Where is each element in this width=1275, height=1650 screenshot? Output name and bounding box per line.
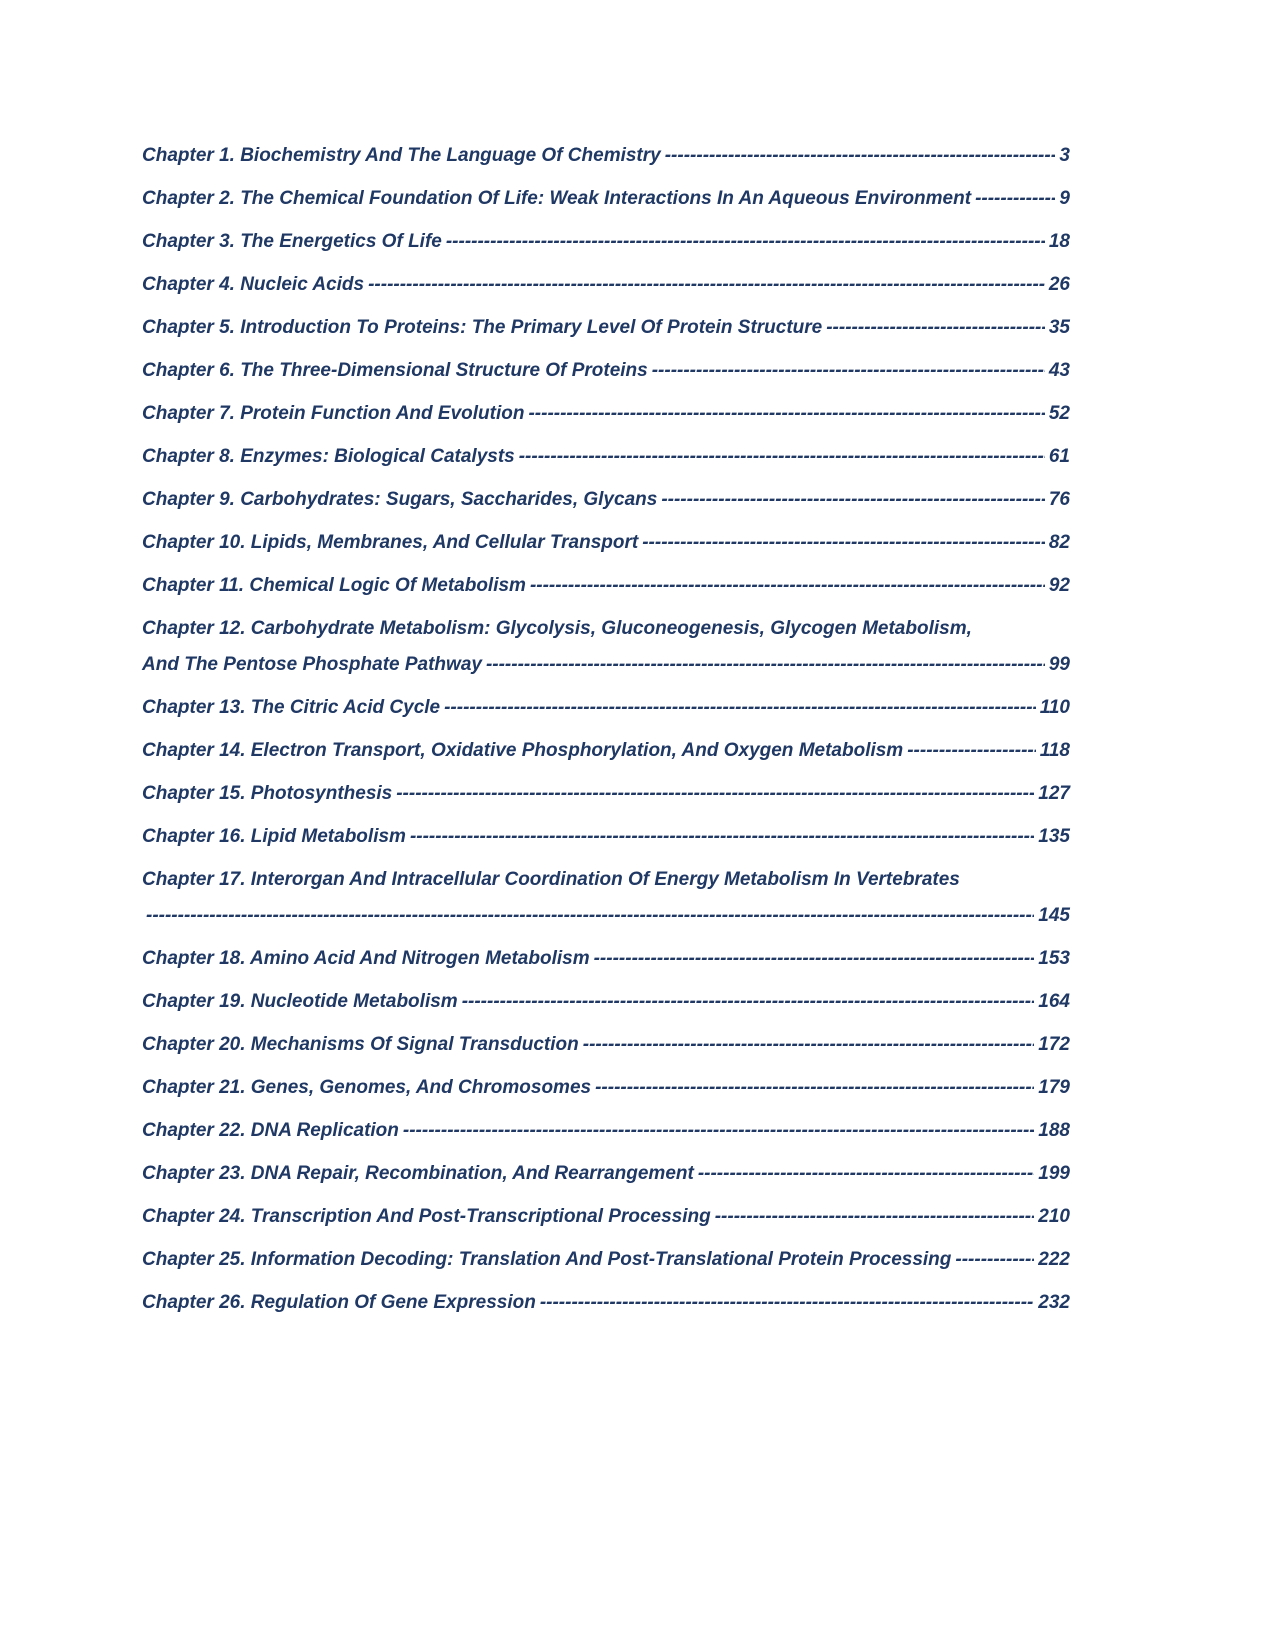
toc-entry (142, 138, 1070, 174)
toc-page-number: 61 (1048, 446, 1070, 467)
toc-entry (142, 353, 1070, 389)
toc-entry-title: Chapter 11. Chemical Logic Of Metabolism (142, 575, 526, 596)
toc-entry-title: Chapter 10. Lipids, Membranes, And Cellular Transport (142, 532, 639, 553)
toc-entry (142, 862, 1070, 934)
toc-leader (975, 181, 1055, 217)
toc-entry-line (142, 647, 1070, 683)
toc-entry-line (142, 1070, 1070, 1106)
toc-entry (142, 267, 1070, 303)
toc-entry-title: Chapter 22. DNA Replication (142, 1120, 399, 1141)
toc-entry-title: Chapter 24. Transcription And Post-Transcriptional Processing (142, 1206, 711, 1227)
toc-leader (444, 690, 1036, 726)
toc-entry-title: Chapter 15. Photosynthesis (142, 783, 393, 804)
toc-entry-title: Chapter 25. Information Decoding: Translation And Post-Translational Protein Processing (142, 1249, 952, 1270)
toc-leader (652, 353, 1045, 389)
toc-leader (486, 647, 1045, 683)
toc-entry-title: Chapter 6. The Three-Dimensional Structure Of Proteins (142, 360, 648, 381)
toc-entry-line (142, 568, 1070, 604)
toc-entry (142, 733, 1070, 769)
toc-entry-line (142, 1156, 1070, 1192)
toc-entry-line (142, 310, 1070, 346)
toc-entry (142, 819, 1070, 855)
toc-list (142, 138, 1070, 1321)
toc-entry-title: Chapter 8. Enzymes: Biological Catalysts (142, 446, 515, 467)
toc-page-number: 222 (1038, 1249, 1070, 1270)
toc-entry-line (142, 819, 1070, 855)
toc-leader (462, 984, 1035, 1020)
toc-page-number: 9 (1059, 188, 1070, 209)
toc-page-number: 188 (1038, 1120, 1070, 1141)
toc-page-number: 118 (1039, 740, 1070, 761)
toc-entry-title: Chapter 1. Biochemistry And The Language Of Chemistry (142, 145, 661, 166)
toc-leader (583, 1027, 1035, 1063)
toc-entry-title: Chapter 26. Regulation Of Gene Expression (142, 1292, 536, 1313)
toc-leader (530, 568, 1045, 604)
toc-entry (142, 181, 1070, 217)
toc-entry (142, 1156, 1070, 1192)
toc-page-number: 110 (1039, 697, 1070, 718)
toc-entry-line (142, 984, 1070, 1020)
toc-entry-line (142, 690, 1070, 726)
toc-page-number: 127 (1038, 783, 1070, 804)
toc-entry-line (142, 1113, 1070, 1149)
toc-entry-line (142, 941, 1070, 977)
toc-leader (826, 310, 1045, 346)
toc-entry-line (142, 353, 1070, 389)
toc-leader (540, 1285, 1034, 1321)
toc-page-number: 18 (1048, 231, 1070, 252)
toc-entry-title: Chapter 14. Electron Transport, Oxidative Phosphorylation, And Oxygen Metabolism (142, 740, 904, 761)
toc-page-number: 210 (1038, 1206, 1070, 1227)
toc-entry-line (142, 776, 1070, 812)
toc-entry (142, 984, 1070, 1020)
toc-leader (661, 482, 1045, 518)
toc-page-number: 135 (1038, 826, 1070, 847)
toc-page-number: 43 (1048, 360, 1070, 381)
toc-entry-line (142, 733, 1070, 769)
toc-entry-line (142, 482, 1070, 518)
toc-entry (142, 396, 1070, 432)
toc-entry-line (142, 138, 1070, 174)
toc-entry-title: Chapter 16. Lipid Metabolism (142, 826, 406, 847)
toc-entry-title: Chapter 20. Mechanisms Of Signal Transduction (142, 1034, 579, 1055)
toc-page-number: 76 (1048, 489, 1070, 510)
toc-leader (595, 1070, 1034, 1106)
toc-page-number: 172 (1038, 1034, 1070, 1055)
toc-entry-title: Chapter 4. Nucleic Acids (142, 274, 365, 295)
toc-entry (142, 1242, 1070, 1278)
toc-entry-line (142, 439, 1070, 475)
toc-page-number: 179 (1038, 1077, 1070, 1098)
toc-page-number: 52 (1048, 403, 1070, 424)
toc-entry (142, 611, 1070, 683)
toc-entry-line1: Chapter 12. Carbohydrate Metabolism: Glycolysis, Gluconeogenesis, Glycogen Metabolism, (142, 618, 972, 639)
toc-page-number: 3 (1059, 145, 1070, 166)
toc-entry-title: And The Pentose Phosphate Pathway (142, 654, 482, 675)
toc-entry (142, 690, 1070, 726)
toc-leader (410, 819, 1034, 855)
toc-leader (446, 224, 1045, 260)
toc-entry-line (142, 525, 1070, 561)
toc-leader (146, 898, 1034, 934)
toc-page-number: 145 (1038, 905, 1070, 926)
toc-entry-line (142, 181, 1070, 217)
toc-entry-line (142, 224, 1070, 260)
toc-entry-line (142, 898, 1070, 934)
toc-leader (519, 439, 1045, 475)
toc-entry-title: Chapter 21. Genes, Genomes, And Chromosomes (142, 1077, 592, 1098)
toc-entry-line (142, 396, 1070, 432)
toc-entry-title: Chapter 2. The Chemical Foundation Of Life: Weak Interactions In An Aqueous Environment (142, 188, 972, 209)
toc-leader (368, 267, 1045, 303)
toc-page-number: 232 (1038, 1292, 1070, 1313)
toc-leader (642, 525, 1045, 561)
toc-entry-line (142, 1199, 1070, 1235)
toc-entry-title: Chapter 13. The Citric Acid Cycle (142, 697, 441, 718)
toc-page-number: 99 (1048, 654, 1070, 675)
toc-page-number: 82 (1048, 532, 1070, 553)
toc-entry-title: Chapter 7. Protein Function And Evolution (142, 403, 525, 424)
toc-entry (142, 1113, 1070, 1149)
toc-page-number: 199 (1038, 1163, 1070, 1184)
toc-entry-line (142, 1027, 1070, 1063)
toc-leader (715, 1199, 1035, 1235)
toc-entry-title: Chapter 3. The Energetics Of Life (142, 231, 442, 252)
toc-entry (142, 1199, 1070, 1235)
toc-leader (907, 733, 1035, 769)
toc-leader (403, 1113, 1034, 1149)
toc-entry (142, 1070, 1070, 1106)
toc-entry-title: Chapter 18. Amino Acid And Nitrogen Metabolism (142, 948, 590, 969)
toc-entry (142, 310, 1070, 346)
toc-page-number: 153 (1038, 948, 1070, 969)
toc-leader (698, 1156, 1034, 1192)
toc-entry-title: Chapter 9. Carbohydrates: Sugars, Saccharides, Glycans (142, 489, 658, 510)
toc-leader (594, 941, 1035, 977)
toc-entry-line1: Chapter 17. Interorgan And Intracellular Coordination Of Energy Metabolism In Vertebrates (142, 869, 960, 890)
toc-entry (142, 776, 1070, 812)
toc-page-number: 92 (1048, 575, 1070, 596)
toc-entry-title: Chapter 5. Introduction To Proteins: The Primary Level Of Protein Structure (142, 317, 823, 338)
toc-entry (142, 1285, 1070, 1321)
toc-entry (142, 224, 1070, 260)
toc-entry (142, 941, 1070, 977)
toc-page-number: 26 (1048, 274, 1070, 295)
toc-leader (665, 138, 1056, 174)
toc-leader (528, 396, 1044, 432)
toc-entry-line (142, 1285, 1070, 1321)
toc-leader (396, 776, 1034, 812)
toc-entry-line (142, 267, 1070, 303)
toc-entry-title: Chapter 23. DNA Repair, Recombination, And Rearrangement (142, 1163, 694, 1184)
toc-entry (142, 568, 1070, 604)
toc-entry (142, 439, 1070, 475)
toc-entry (142, 482, 1070, 518)
toc-entry-title: Chapter 19. Nucleotide Metabolism (142, 991, 458, 1012)
toc-page-number: 35 (1048, 317, 1070, 338)
toc-entry (142, 525, 1070, 561)
toc-entry-line (142, 1242, 1070, 1278)
toc-leader (955, 1242, 1034, 1278)
toc-page-number: 164 (1038, 991, 1070, 1012)
toc-entry (142, 1027, 1070, 1063)
